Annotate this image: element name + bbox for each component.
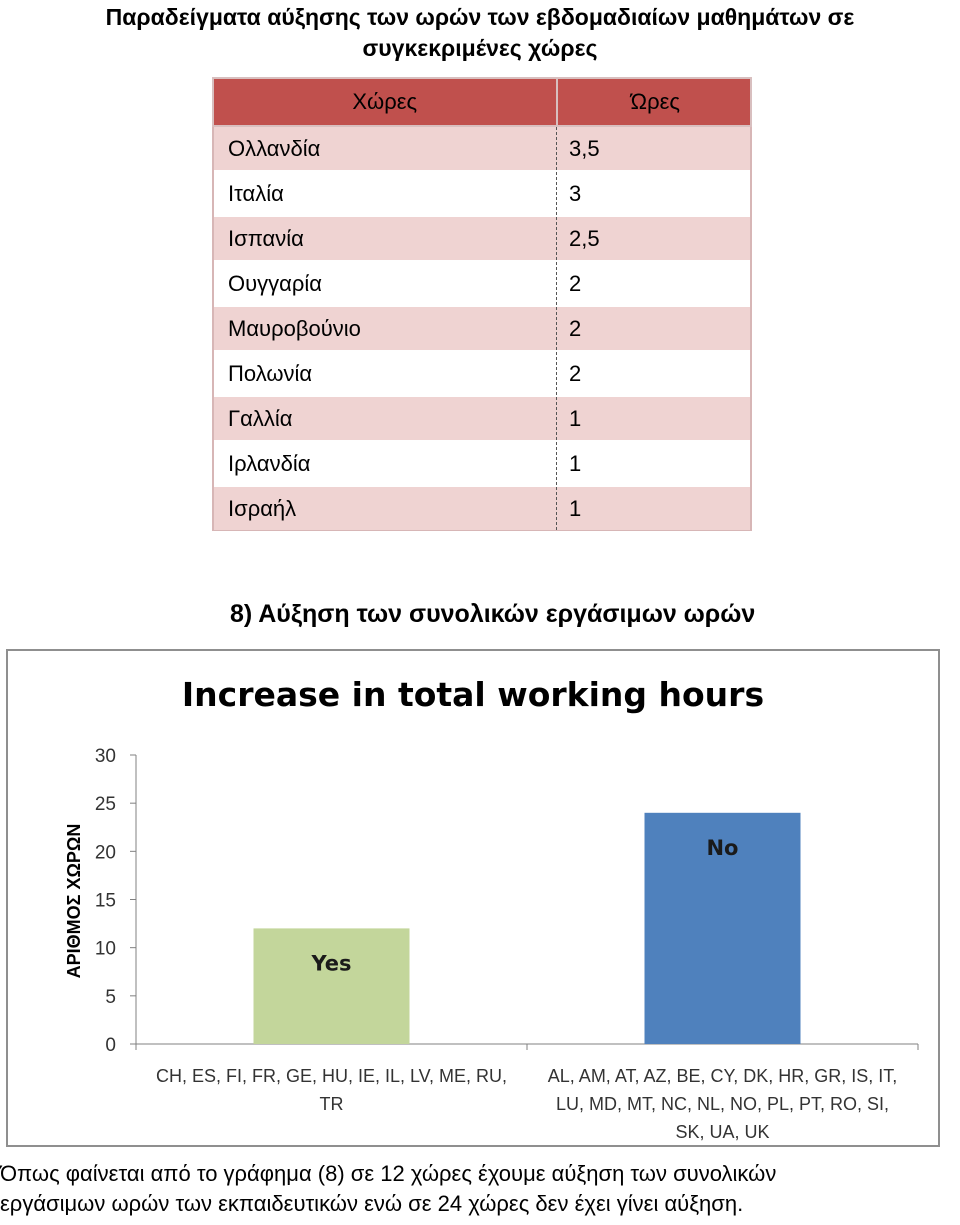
table-header-row [213, 78, 751, 126]
x-category-label: LU, MD, MT, NC, NL, NO, PL, PT, RO, SI, [555, 1094, 890, 1114]
cell-country: Πολωνία [213, 351, 557, 396]
table-row [213, 441, 751, 486]
x-category-label: TR [319, 1094, 344, 1114]
y-tick-label: 5 [105, 986, 116, 1008]
cell-hours: 3 [557, 171, 752, 216]
y-tick-label: 0 [105, 1035, 116, 1056]
document-title-line-2: συγκεκριμένες χώρες [362, 35, 598, 61]
y-axis-label: ΑΡΙΘΜΟΣ ΧΩΡΩΝ [64, 823, 84, 979]
header-hours: Ώρες [557, 78, 752, 126]
x-category-label: CH, ES, FI, FR, GE, HU, IE, IL, LV, ME, RU, [155, 1066, 508, 1086]
hours-table [212, 77, 752, 531]
table-row [213, 216, 751, 261]
cell-hours: 1 [557, 486, 752, 531]
table-row [213, 126, 751, 171]
y-tick-label: 20 [94, 842, 116, 864]
cell-hours: 2 [557, 261, 752, 306]
cell-hours: 2 [557, 351, 752, 396]
bar-yes [254, 928, 410, 1044]
y-tick-label: 10 [94, 938, 116, 960]
table-row [213, 351, 751, 396]
chart-title: Increase in total working hours [181, 675, 765, 714]
cell-country: Ισραήλ [213, 486, 557, 531]
cell-country: Ουγγαρία [213, 261, 557, 306]
cell-country: Ιταλία [213, 171, 557, 216]
table-row [213, 486, 751, 531]
table-row [213, 396, 751, 441]
bar-label-yes: Yes [311, 951, 352, 976]
cell-country: Γαλλία [213, 396, 557, 441]
x-category-label: AL, AM, AT, AZ, BE, CY, DK, HR, GR, IS, IT, [547, 1066, 898, 1086]
table-row [213, 171, 751, 216]
cell-hours: 2 [557, 306, 752, 351]
table-row [213, 306, 751, 351]
cell-country: Ολλανδία [213, 126, 557, 171]
cell-country: Ισπανία [213, 216, 557, 261]
table-body [213, 126, 751, 531]
y-tick-label: 30 [94, 746, 116, 767]
caption-line-1: Όπως φαίνεται από το γράφημα (8) σε 12 χώρες έχουμε αύξηση των συνολικών [0, 1161, 777, 1186]
document-title-line-1: Παραδείγματα αύξησης των ωρών των εβδομαδιαίων μαθημάτων σε [105, 4, 855, 30]
cell-country: Μαυροβούνιο [213, 306, 557, 351]
cell-hours: 1 [557, 441, 752, 486]
header-country: Χώρες [213, 78, 557, 126]
bar-label-no: No [706, 835, 739, 860]
cell-hours: 2,5 [557, 216, 752, 261]
y-tick-label: 25 [94, 794, 116, 816]
bar-chart [8, 651, 938, 1145]
cell-hours: 1 [557, 396, 752, 441]
cell-hours: 3,5 [557, 126, 752, 171]
document-title [0, 2, 960, 64]
cell-country: Ιρλανδία [213, 441, 557, 486]
x-category-label: SK, UA, UK [675, 1122, 770, 1142]
caption-line-2: εργάσιμων ωρών των εκπαιδευτικών ενώ σε 24 χώρες δεν έχει γίνει αύξηση. [0, 1191, 744, 1216]
section-heading: 8) Αύξηση των συνολικών εργάσιμων ωρών [230, 600, 756, 628]
table-row [213, 261, 751, 306]
y-tick-label: 15 [94, 890, 116, 912]
caption [0, 1159, 960, 1219]
chart-frame [6, 649, 940, 1147]
